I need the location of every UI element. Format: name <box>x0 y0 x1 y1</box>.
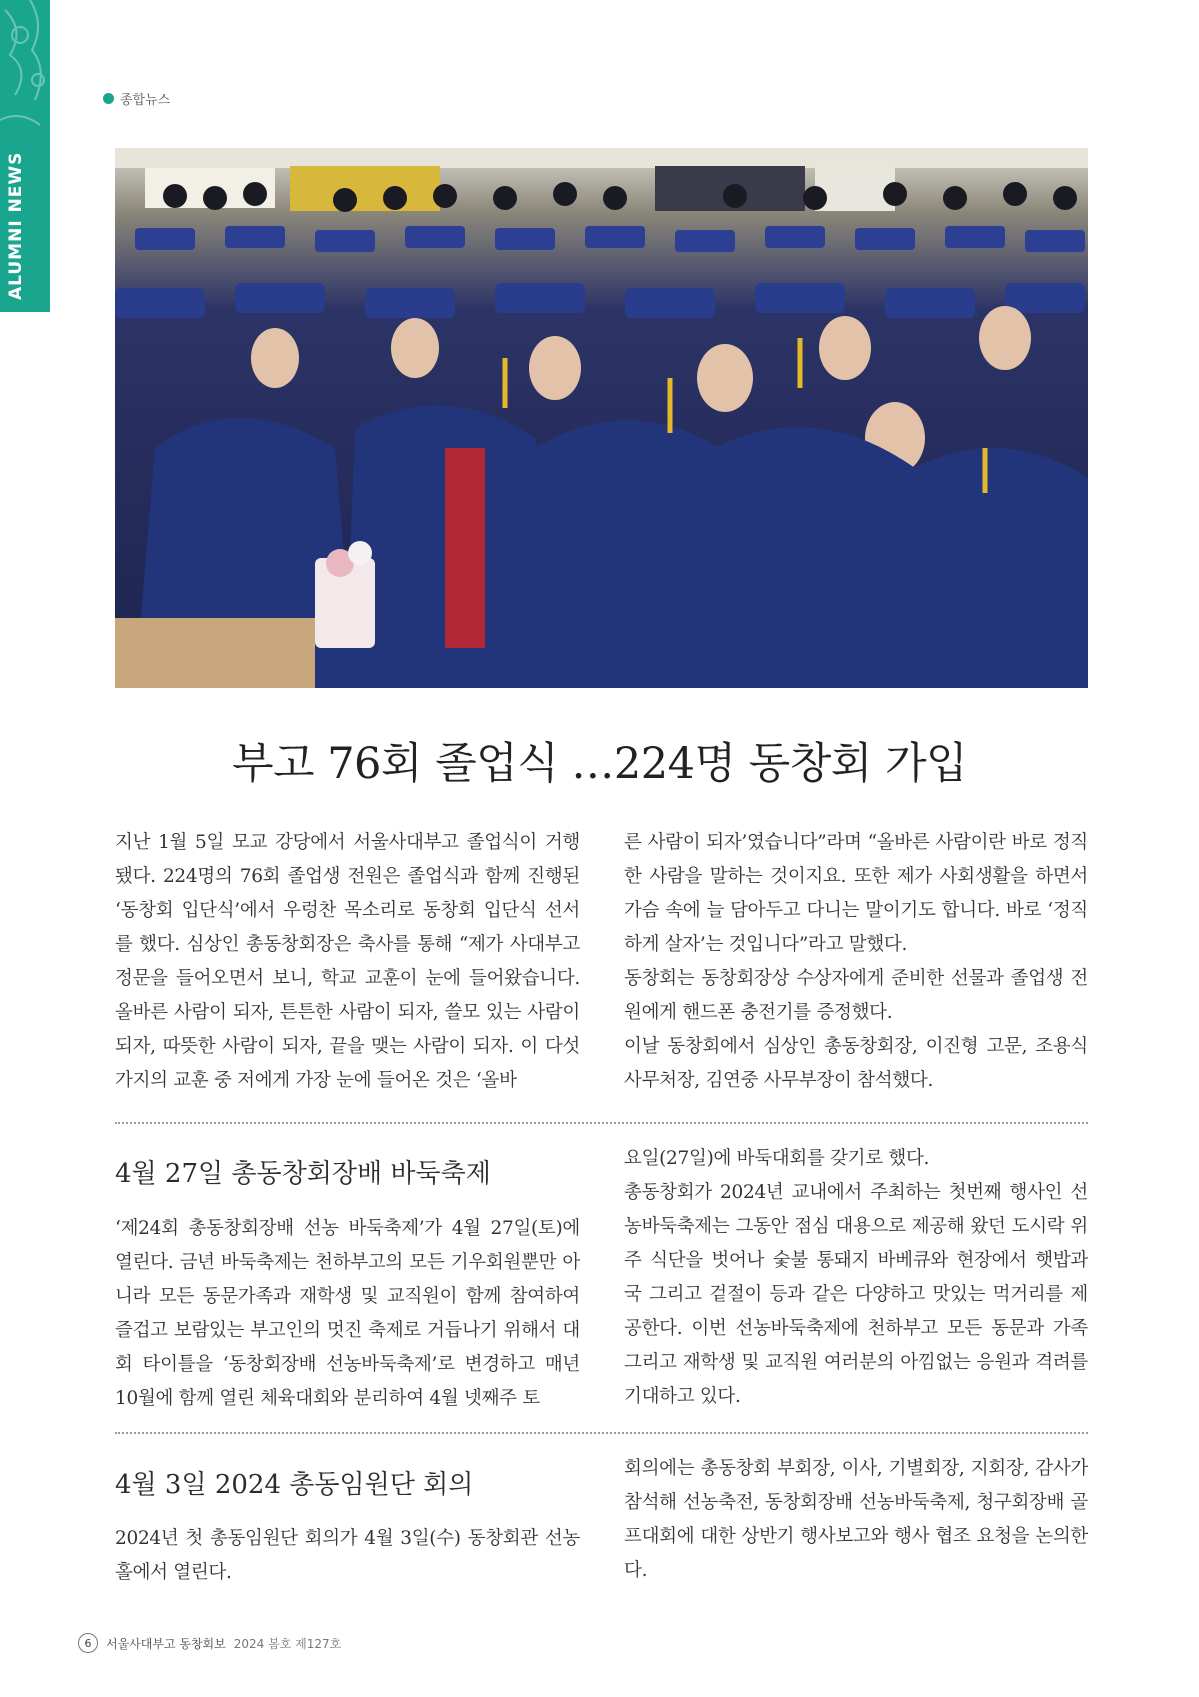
dotted-divider <box>115 1432 1088 1434</box>
article1-right-column <box>624 826 1088 1098</box>
section-label-text: 종합뉴스 <box>120 93 171 108</box>
article3-left-column <box>115 1522 580 1590</box>
dotted-divider <box>115 1122 1088 1124</box>
article3-subhead: 4월 3일 2024 총동임원단 회의 <box>115 1470 474 1500</box>
publication-name: 서울사대부고 동창회보 <box>106 1636 226 1651</box>
article2-right-p2: 총동창회가 2024년 교내에서 주최하는 첫번째 행사인 선농바둑축제는 그동안 점심 대용으로 제공해 왔던 도시락 위주 식단을 벗어나 숯불 통돼지 바베큐와 현장에서 햇밥과 국 그리고 겉절이 등과 같은 다양하고 맛있는 먹거리를 제공한다. 이번 선농바둑축제에 천하부고 모든 동문과 가족 그리고 재학생 및 교직원 여러분의 아낌없는 응원과 격려를 기대하고 있다. <box>624 1182 1088 1407</box>
section-label <box>103 89 170 108</box>
leaf-pattern-icon <box>0 0 50 140</box>
page-footer <box>78 1633 341 1653</box>
article2-right-column <box>624 1142 1088 1414</box>
article1-right-p1: 른 사람이 되자’였습니다”라며 “올바른 사람이란 바로 정직한 사람을 말하는 것이지요. 또한 제가 사회생활을 하면서 가슴 속에 늘 담아두고 다니는 말이기도 합니다. 바로 ‘정직하게 살자’는 것입니다”라고 말했다. <box>624 832 1088 955</box>
article1-left-text: 지난 1월 5일 모교 강당에서 서울사대부고 졸업식이 거행됐다. 224명의 76회 졸업생 전원은 졸업식과 함께 진행된 ‘동창회 입단식’에서 우렁찬 목소리로 동창회 입단식 선서를 했다. 심상인 총동창회장은 축사를 통해 “제가 사대부고 정문을 들어오면서 보니, 학교 교훈이 눈에 들어왔습니다. 올바른 사람이 되자, 튼튼한 사람이 되자, 쓸모 있는 사람이 되자, 따뜻한 사람이 되자, 끝을 맺는 사람이 되자. 이 다섯 가지의 교훈 중 저에게 가장 눈에 들어온 것은 ‘올바 <box>115 832 580 1091</box>
article2-right-p1: 요일(27일)에 바둑대회를 갖기로 했다. <box>624 1148 930 1169</box>
article2-subhead: 4월 27일 총동창회장배 바둑축제 <box>115 1159 491 1189</box>
article1-left-column <box>115 826 580 1098</box>
side-tab-label: ALUMNI NEWS <box>6 151 26 300</box>
article2-left-column <box>115 1212 580 1416</box>
bullet-dot-icon <box>103 93 114 104</box>
issue-label: 2024 봄호 제127호 <box>233 1636 342 1651</box>
page-number: 6 <box>78 1633 98 1653</box>
article3-left-text: 2024년 첫 총동임원단 회의가 4월 3일(수) 동창회관 선농홀에서 열린다. <box>115 1528 580 1583</box>
graduation-crowd-image <box>115 148 1088 688</box>
article3-right-text: 회의에는 총동창회 부회장, 이사, 기별회장, 지회장, 감사가 참석해 선농축전, 동창회장배 선농바둑축제, 청구회장배 골프대회에 대한 상반기 행사보고와 행사 협조 요청을 논의한다. <box>624 1458 1088 1581</box>
article3-right-column <box>624 1452 1088 1588</box>
article1-right-p2: 동창회는 동창회장상 수상자에게 준비한 선물과 졸업생 전원에게 핸드폰 충전기를 증정했다. <box>624 968 1088 1023</box>
side-tab <box>0 0 50 312</box>
article-headline: 부고 76회 졸업식 …224명 동창회 가입 <box>231 739 968 789</box>
article2-left-text: ‘제24회 총동창회장배 선농 바둑축제’가 4월 27일(토)에 열린다. 금년 바둑축제는 천하부고의 모든 기우회원뿐만 아니라 모든 동문가족과 재학생 및 교직원이 함께 참여하여 즐겁고 보람있는 부고인의 멋진 축제로 거듭나기 위해서 대회 타이틀을 ‘동창회장배 선농바둑축제’로 변경하고 매년 10월에 함께 열린 체육대회와 분리하여 4월 넷째주 토 <box>115 1218 580 1409</box>
article1-right-p3: 이날 동창회에서 심상인 총동창회장, 이진형 고문, 조용식 사무처장, 김연중 사무부장이 참석했다. <box>624 1036 1088 1091</box>
graduation-photo <box>115 148 1088 688</box>
